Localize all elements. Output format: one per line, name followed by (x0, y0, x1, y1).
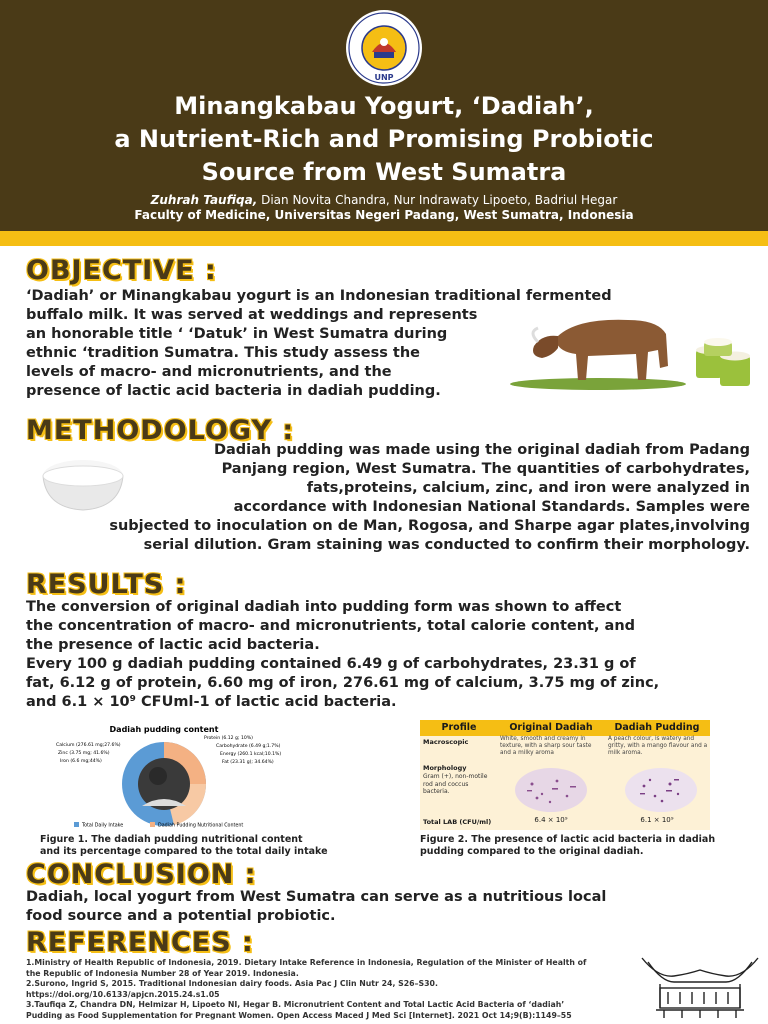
reference-line: 1.Ministry of Health Republic of Indonesia, 2019. Dietary Intake Reference in Indonesia, Regulation of the Minister of Health of (26, 958, 587, 967)
reference-line: 3.Taufiqa Z, Chandra DN, Helmizar H, Lipoeto NI, Hegar B. Micronutrient Content and Total Lactic Acid Bacteria of ‘dadiah’ (26, 1000, 565, 1009)
objective-heading: OBJECTIVE : (26, 255, 217, 286)
fig2-header-pudding: Dadiah Pudding (614, 722, 700, 733)
reference-line: Pudding as Food Supplementation for Pregnant Women. Open Access Maced J Med Sci [Internet]. 2021 Oct 14;9(B):1149–55 (26, 1010, 572, 1020)
fig2-row-macroscopic: Macroscopic (423, 738, 469, 746)
conclusion-text: Dadiah, local yogurt from West Sumatra can serve as a nutritious local food source and a potential probiotic. (26, 889, 607, 924)
conclusion-heading: CONCLUSION : (26, 859, 257, 890)
label-energy: Energy (260.1 kcal;10.1%) (220, 752, 282, 757)
label-calcium: Calcium (276.61 mg;27.6%) (56, 743, 121, 748)
affiliation: Faculty of Medicine, Universitas Negeri Padang, West Sumatra, Indonesia (134, 208, 634, 222)
legend-total: Total Daily Intake (82, 823, 124, 829)
fig2-row-morphology: Morphology (423, 764, 467, 772)
fig2-header-original: Original Dadiah (509, 722, 593, 733)
fig2-lab-original: 6.4 × 10⁹ (534, 816, 568, 824)
reference-line: https://doi.org/10.6133/apjcn.2015.24.s1.05 (26, 989, 220, 999)
header-stripe (0, 231, 768, 246)
header (0, 0, 768, 231)
buffalo-illustration (508, 306, 758, 392)
figure1-chart (54, 722, 344, 832)
label-zinc: Zinc (3.75 mg; 41.6%) (58, 751, 110, 756)
label-iron: Iron (6.6 mg;44%) (60, 759, 102, 764)
figure2-caption: Figure 2. The presence of lactic acid bacteria in dadiah pudding compared to the original dadiah. (420, 834, 716, 857)
results-heading: RESULTS : (26, 569, 187, 600)
label-protein: Protein (6.12 g; 10%) (204, 736, 253, 741)
microscope-original-image (512, 766, 590, 814)
fig2-row-lab: Total LAB (CFU/ml) (423, 818, 492, 826)
svg-text:UNP: UNP (374, 73, 394, 82)
legend-pudding: Dadiah Pudding Nutritional Content (158, 823, 244, 829)
reference-line: 2.Surono, Ingrid S, 2015. Traditional Indonesian dairy foods. Asia Pac J Clin Nutr 24, S26–S30. (26, 979, 438, 988)
fig2-header-profile: Profile (441, 722, 477, 733)
author-list: Zuhrah Taufiqa, Dian Novita Chandra, Nur Indrawaty Lipoeto, Badriul Hegar (150, 193, 618, 207)
fig2-lab-pudding: 6.1 × 10⁹ (640, 816, 674, 824)
results-text: The conversion of original dadiah into pudding form was shown to affect the concentration of macro- and micronutrients, total calorie content, and the presence of lactic acid bacteria. Every 100 g dadiah pudding contained 6.49 g of carbohydrates, 23.31 g of fat, 6.12 g of protein, 6.60 mg of iron, 276.61 mg of calcium, 3.75 mg of zinc, and 6.1 × 10⁹ CFUml-1 of lactic acid bacteria. (26, 599, 660, 710)
figure1-title: Dadiah pudding content (109, 725, 219, 734)
figure2-table (420, 720, 710, 830)
reference-line: the Republic of Indonesia Number 28 of Year 2019. Indonesia. (26, 968, 299, 978)
methodology-heading: METHODOLOGY : (26, 415, 295, 446)
objective-text: ‘Dadiah’ or Minangkabau yogurt is an Indonesian traditional fermented buffalo milk. It was served at weddings and represents an honorable title ‘ ‘Datuk’ in West Sumatra during ethnic ‘tradition Sumatra. This study assess the levels of macro- and micronutrients, and the presence of lactic acid bacteria in dadiah pudding. (26, 288, 612, 399)
methodology-text: Dadiah pudding was made using the original dadiah from Padang Panjang region, West Sumatra. The quantities of carbohydrates, fats,proteins, calcium, zinc, and iron were analyzed in accordance with Indonesian National Standards. Samples were subjected to inoculation on de Man, Rogosa, and Sharpe agar plates,involving serial dilution. Gram staining was conducted to confirm their morphology. (109, 442, 750, 553)
references-list (26, 958, 632, 1021)
fig2-macro-original: White, smooth and creamy in texture, with a sharp sour taste and a milky aroma (500, 736, 592, 756)
rumah-gadang-illustration (638, 948, 762, 1020)
label-carbohydrate: Carbohydrate (6.49 g;1.7%) (216, 744, 281, 749)
figure1-caption: Figure 1. The dadiah pudding nutritional content and its percentage compared to the total daily intake (40, 834, 328, 857)
microscope-pudding-image (622, 766, 700, 814)
fig2-macro-pudding: A peach colour, is watery and gritty, with a mango flavour and a milk aroma. (608, 736, 708, 756)
university-logo (344, 8, 424, 88)
poster-title: Minangkabau Yogurt, ‘Dadiah’, a Nutrient-Rich and Promising Probiotic Source from West Sumatra (114, 92, 654, 186)
label-fat: Fat (23.31 g); 34.64%) (222, 760, 274, 765)
references-heading: REFERENCES : (26, 927, 254, 958)
fig2-morphology-desc: Gram (+), non-motile rod and coccus bacteria. (423, 773, 488, 795)
